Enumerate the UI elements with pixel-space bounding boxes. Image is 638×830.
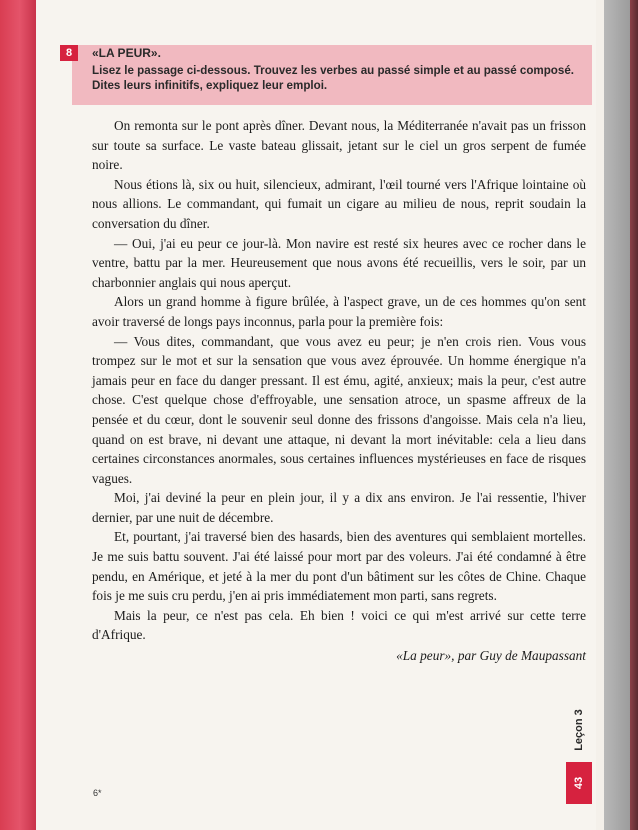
left-color-strip	[0, 0, 36, 830]
paragraph: Moi, j'ai deviné la peur en plein jour, il y a dix ans environ. Je l'ai ressentie, l'hiver dernier, par une nuit de décembre.	[92, 490, 586, 525]
lesson-label-text: Leçon 3	[573, 709, 586, 751]
exercise-instruction: Lisez le passage ci-dessous. Trouvez les verbes au passé simple et au passé composé. Dites leurs infinitifs, expliquez leur emploi.	[92, 64, 575, 92]
citation: «La peur», par Guy de Maupassant	[396, 648, 586, 663]
exercise-number: 8	[60, 45, 78, 61]
paragraph: Et, pourtant, j'ai traversé bien des hasards, bien des aventures qui semblaient mortelles. Je me suis battu souvent. J'ai été laissé pour mort par des voleurs. J'ai été condamné à être pendu, en Amérique, et jeté à la mer du pont d'un bâtiment sur les côtes de Chine. Chaque fois je me suis cru perdu, j'en ai pris immédiatement mon parti, sans regrets.	[92, 529, 586, 604]
lesson-label	[566, 700, 592, 760]
paragraph: — Oui, j'ai eu peur ce jour-là. Mon navire est resté six heures avec ce rocher dans le ventre, battu par la mer. Heureusement que nous avons été recueillis, vers le soir, par un charbonnier anglais qui nous aperçut.	[92, 235, 586, 290]
exercise-title: «LA PEUR».	[92, 46, 161, 60]
paragraph: — Vous dites, commandant, que vous avez eu peur; je n'en crois rien. Vous vous trompez sur le mot et sur la sensation que vous avez éprouvée. Un homme énergique n'a jamais peur en face du danger pressant. Il est ému, agité, anxieux; mais la peur, c'est autre chose. C'est quelque chose d'effroyable, une sensation atroce, un spasme affreux de la pensée et du cœur, dont le souvenir seul donne des frissons d'angoisse. Mais cela n'a lieu, quand on est brave, ni devant une attaque, ni devant la mort inévitable: cela a lieu dans certaines circonstances anormales, sous certaines influences mystérieuses en face de risques vagues.	[92, 333, 586, 486]
passage-text	[92, 116, 586, 645]
paragraph: On remonta sur le pont après dîner. Devant nous, la Méditerranée n'avait pas un frisson sur toute sa surface. Le vaste bateau glissait, jetant sur le ciel un gros serpent de fumée noire.	[92, 118, 586, 173]
right-page-edge	[630, 0, 638, 830]
page-number: 43	[573, 776, 585, 790]
page-number-tab	[566, 762, 592, 804]
paragraph: Nous étions là, six ou huit, silencieux, admirant, l'œil tourné vers l'Afrique lointaine où nous allions. Le commandant, qui fumait un cigare au milieu de nous, reprit soudain la conversation du dîner.	[92, 176, 586, 231]
paragraph: Alors un grand homme à figure brûlée, à l'aspect grave, un de ces hommes qu'on sent avoir traversé de longs pays inconnus, parla pour la première fois:	[92, 294, 586, 329]
right-grey-strip	[604, 0, 630, 830]
signature-mark: 6*	[93, 788, 102, 798]
paragraph: Mais la peur, ce n'est pas cela. Eh bien ! voici ce qui m'est arrivé sur cette terre d'Afrique.	[92, 607, 586, 643]
